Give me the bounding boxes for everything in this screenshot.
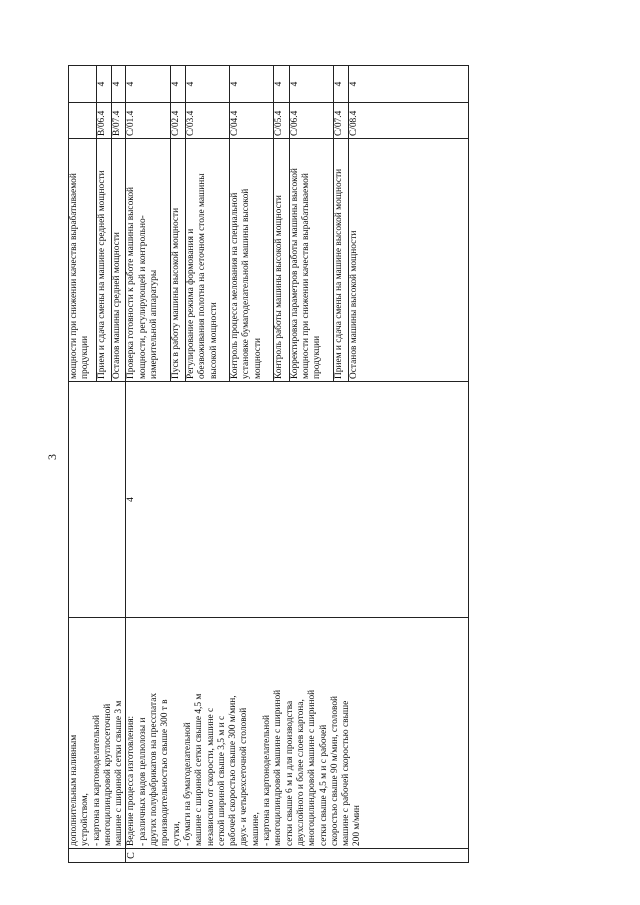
function-line: Контроль работы машины высокой мощности [274, 195, 285, 379]
function-line: обезвоживания полотна на сеточном столе машины [197, 173, 208, 379]
function-line: Проверка готовности к работе машины высокой [126, 186, 137, 379]
function-line: Останов машины высокой мощности [349, 230, 360, 379]
labor-function-level: 4 [126, 66, 170, 103]
labor-function-name [111, 139, 126, 382]
description-line: многоцилиндровой машине с шириной [273, 689, 284, 846]
labor-function-level: 4 [97, 66, 112, 103]
function-line: Регулирование режима формования и [186, 228, 197, 379]
qualification-level: 4 [126, 382, 469, 618]
labor-function-level [69, 66, 97, 103]
rotated-page [68, 66, 469, 863]
description-line: двухслойного и более слоев картона, [295, 699, 306, 846]
labor-function-level: 4 [170, 66, 186, 103]
function-line: установке бумагоделательной машины высокой [241, 188, 252, 379]
description-line: - картона на картоноделательной [91, 714, 102, 846]
labor-function-code: C/02.4 [170, 103, 186, 139]
generalized-function-description [126, 618, 469, 849]
description-line: - бумаги на бумагоделательной [182, 722, 193, 846]
labor-function-name [349, 139, 469, 382]
description-line: - различных видов целлюлозы и [137, 717, 148, 846]
labor-function-name [126, 139, 170, 382]
labor-function-level: 4 [186, 66, 230, 103]
function-line: измерительной аппаратуры [149, 269, 160, 379]
labor-function-name [274, 139, 290, 382]
description-line: скоростью свыше 90 м/мин, столовой [329, 695, 340, 846]
description-line: дополнительным наливным [69, 734, 79, 846]
function-line: Контроль процесса мелования на специальной [230, 192, 241, 379]
functions-table [68, 65, 469, 863]
labor-function-name [333, 139, 349, 382]
description-line: сетки свыше 4,5 м и с рабочей [318, 724, 329, 846]
generalized-function-code: C [126, 849, 469, 863]
description-line: рабочей скоростью свыше 300 м/мин, [228, 695, 239, 846]
description-line: сеткой шириной свыше 3,5 м и с [216, 715, 227, 846]
labor-function-code: C/04.4 [230, 103, 274, 139]
labor-function-code: B/07.4 [111, 103, 126, 139]
page-number: 3 [45, 454, 59, 460]
description-line: независимо от скорости, машине с [205, 707, 216, 846]
function-line: мощности при снижении качества вырабатываемой [300, 173, 311, 379]
function-line: продукции [80, 335, 91, 379]
labor-function-level: 4 [289, 66, 333, 103]
function-line: мощности при снижении качества вырабатываемой [69, 173, 79, 379]
table-row [126, 66, 170, 863]
labor-function-code: C/05.4 [274, 103, 290, 139]
description-line: сетки свыше 6 м и для производства [284, 700, 295, 846]
labor-function-code: C/03.4 [186, 103, 230, 139]
labor-function-name [69, 139, 97, 382]
description-line: машине с шириной сетки свыше 3 м [114, 700, 125, 846]
labor-function-name [230, 139, 274, 382]
description-line: производительностью свыше 300 т в [160, 699, 171, 846]
qualification-level [69, 382, 126, 618]
labor-function-code: B/06.4 [97, 103, 112, 139]
function-line: мощности [252, 337, 263, 379]
labor-function-code: C/08.4 [349, 103, 469, 139]
description-line: сутки, [171, 821, 182, 846]
labor-function-code [69, 103, 97, 139]
labor-function-code: C/01.4 [126, 103, 170, 139]
function-line: Останов машины средней мощности [111, 232, 122, 379]
description-line: машине, [250, 812, 261, 846]
function-line: Пуск в работу машины высокой мощности [170, 207, 181, 379]
description-line: машине с шириной сетки свыше 4,5 м [194, 693, 205, 846]
labor-function-level: 4 [349, 66, 469, 103]
labor-function-level: 4 [111, 66, 126, 103]
labor-function-level: 4 [274, 66, 290, 103]
description-line: других полуфабрикатов на пресспатах [149, 692, 160, 846]
function-line: Прием и сдача смены на машине высокой мощности [333, 168, 344, 379]
labor-function-name [186, 139, 230, 382]
rotated-table-wrapper [68, 66, 469, 863]
table-row [69, 66, 97, 863]
labor-function-name [289, 139, 333, 382]
description-line: многоцилиндровой круглосеточной [102, 703, 113, 846]
function-line: Прием и сдача смены на машине средней мощности [97, 170, 108, 379]
function-line: мощности, регулирующей и контрольно- [137, 215, 148, 379]
function-line: высокой мощности [208, 302, 219, 379]
function-line: Корректировка параметров работы машины высокой [289, 168, 300, 379]
function-line: продукции [312, 335, 323, 379]
description-line: Ведение процесса изготовления: [126, 715, 137, 846]
generalized-function-code [69, 849, 126, 863]
labor-function-level: 4 [333, 66, 349, 103]
labor-function-name [97, 139, 112, 382]
description-line: 200 м/мин [352, 805, 363, 846]
labor-function-code: C/06.4 [289, 103, 333, 139]
description-line: устройством, [80, 793, 91, 846]
generalized-function-description [69, 618, 126, 849]
description-line: двух- и четырехсеточной столовой [239, 707, 250, 846]
description-line: многоцилиндровой машине с шириной [307, 689, 318, 846]
description-line: - картона на картоноделательной [262, 714, 273, 846]
labor-function-level: 4 [230, 66, 274, 103]
labor-function-code: C/07.4 [333, 103, 349, 139]
labor-function-name [170, 139, 186, 382]
description-line: машине с рабочей скоростью свыше [341, 700, 352, 846]
